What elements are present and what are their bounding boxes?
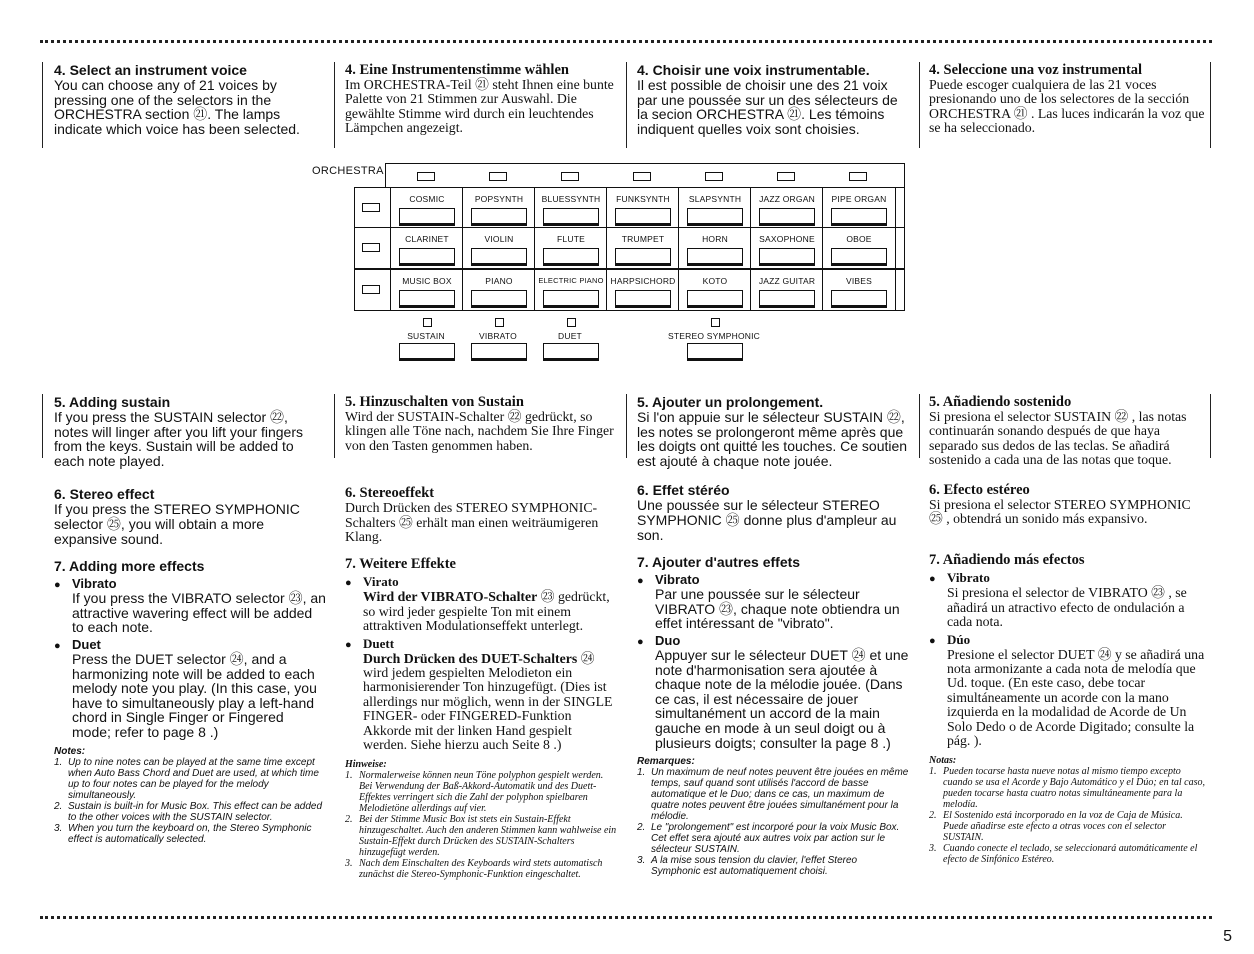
voice-label: FUNKSYNTH [616,194,670,204]
note: 2. Sustain is built-in for Music Box. This effect can be added to the other voices with the SUSTAIN selector. [54,800,323,823]
german-sections-5-7 [345,394,619,880]
orchestra-label: ORCHESTRA [312,165,384,177]
column-rule [919,394,920,458]
lamp-indicator [417,172,435,181]
bullet-lead: Wird der VIBRATO-Schalter [363,589,538,605]
top-dotted-rule [40,40,1212,46]
voice-label: JAZZ ORGAN [759,194,815,204]
voice-button[interactable] [831,290,887,308]
voice-cell [606,187,680,229]
effect-label: VIBRATO [479,331,517,341]
voice-label: JAZZ GUITAR [758,276,816,286]
bullet-vibrato: ● Virato [345,574,399,590]
voice-label: CLARINET [405,234,449,244]
note: 1. Normalerweise können neun Töne polyphon gespielt werden. Bei Verwendung der Baß-Akkord-Automatik und des Duett-Effektes verringert sich die Zahl der polyphon spielbaren Melodietöne allerdings auf vier. [345,769,604,814]
voice-cell [534,187,608,229]
voice-cell [678,269,752,311]
bullet-duet: ● Duo [637,632,681,648]
heading: 5. Adding sustain [54,394,171,410]
paragraph: Press the DUET selector ㉔, and a harmonizing note will be added to each melody note you play. (In this case, you have to simultaneously play a left-hand chord in Single Finger or Fingered mode; refer to page 8 .) [72,650,317,740]
effect-lamp [711,318,720,327]
french-sections-5-7 [637,394,909,877]
voice-cell [822,269,896,311]
voice-cell [678,227,752,269]
note: 3. A la mise sous tension du clavier, l'effet Stereo Symphonic est automatiquement choisi. [637,855,858,878]
paragraph: Il est possible de choisir une des 21 voix par une poussée sur un des sélecteurs de la secion ORCHESTRA ㉑. Les témoins indiquent quelles voix sont choisies. [637,77,898,137]
paragraph: Par une poussée sur le sélecteur VIBRATO ㉓, chaque note obtiendra un effet intéressant de "vibrato". [655,586,900,632]
page-number: 5 [1223,928,1232,945]
effect-button[interactable] [471,343,527,361]
voice-label: COSMIC [409,194,445,204]
bullet-duet: ● Duett [345,635,395,651]
lamp-indicator [633,172,651,181]
voice-cell [750,187,824,229]
bullet-lead: Durch Drücken des DUET-Schalters [363,650,578,666]
heading: 5. Ajouter un prolongement. [637,394,824,410]
voice-label: SAXOPHONE [759,234,815,244]
voice-button[interactable] [471,208,527,226]
heading: 5. Hinzuschalten von Sustain [345,394,524,410]
voice-label: ELECTRIC PIANO [538,276,604,285]
heading: 6. Stereoeffekt [345,485,435,502]
paragraph: Durch Drücken des DUET-Schalters ㉔ wird jedem gespielten Melodieton ein harmonisierender Ton hinzugefügt. (Dies ist allerdings nur möglich, wenn in der SINGLE FINGER- oder FINGERED-Funktion Akkorde mit der linken Hand gespielt werden. Siehe hierzu auch Seite 8 .) [363,650,613,753]
bottom-dotted-rule [40,916,1212,922]
voice-cell [390,269,464,311]
paragraph: Presione el selector DUET ㉔ y se añadirá una nota armonizante a cada nota de melodía que Ud. toque. (En este caso, debe tocar simultáneamente un acorde con la mano izquierda en la modalidad de Acorde de Un Solo Dedo o de Acorde Digitado; consulte la pág. ). [947,646,1205,749]
english-sections-5-7 [54,394,326,845]
voice-cell [390,227,464,269]
paragraph: Si presiona el selector de VIBRATO ㉓ , se añadirá un atractivo efecto de ondulación a cada nota. [947,585,1187,630]
voice-cell [750,269,824,311]
heading: 7. Añadiendo más efectos [929,552,1085,569]
voice-cell [462,187,536,229]
row-lamp [362,243,380,252]
effect-label: SUSTAIN [407,331,445,341]
notes-heading: Hinweise: [345,758,387,770]
paragraph: Durch Drücken des STEREO SYMPHONIC-Schalters ㉕ erhält man einen weiträumigeren Klang. [345,500,599,545]
heading: 4. Eine Instrumentenstimme wählen [345,62,569,78]
effect-lamp [423,318,432,327]
heading: 4. Seleccione una voz instrumental [929,62,1143,78]
voice-cell [606,269,680,311]
voice-label: MUSIC BOX [402,276,452,286]
heading: 5. Añadiendo sostenido [929,394,1072,410]
note: 1. Un maximum de neuf notes peuvent être jouées en même temps, sauf quand sont utilisés l'accord de basse automatique et le Duo; dans ce cas, un maximum de quatre notes peuvent être jouées simultanément pour la mélodie. [637,767,909,823]
column-rule [334,62,335,148]
paragraph: If you press the SUSTAIN selector ㉒, notes will linger after you lift your fingers from the keys. Sustain will be added to each note played. [54,409,303,469]
heading: 7. Weitere Effekte [345,556,456,573]
row-lamp [362,203,380,212]
bullet-duet: ● Dúo [929,631,971,647]
note: 1. Up to nine notes can be played at the same time except when Auto Bass Chord and Duet are used, at which time up to four notes can be played for the melody simultaneously. [54,756,319,801]
note: 1. Pueden tocarse hasta nueve notas al mismo tiempo excepto cuando se usa el Acorde y Bajo Automático y el Dúo; en tal caso, pueden tocarse hasta cuatro notas simultáneamente para la melodía. [929,765,1205,810]
heading: 7. Adding more effects [54,558,205,575]
bullet-label: Vibrato [655,572,700,588]
paragraph: Si l'on appuie sur le sélecteur SUSTAIN ㉒, les notes se prolongeront même après que les doigts ont quitté les touches. Ce soutien est ajouté à chaque note jouée. [637,409,908,469]
effect-button[interactable] [543,343,599,361]
voice-button[interactable] [543,248,599,266]
paragraph: Appuyer sur le sélecteur DUET ㉔ et une note d'harmonisation sera ajoutée à chaque note de la mélodie jouée. (Dans ce cas, il est nécessaire de jouer simultanément un accord de la main gauche en mode à un seul doigt ou à plusieurs doigts; consulter la page 8 .) [655,646,909,751]
voice-button[interactable] [687,290,743,308]
paragraph: If you press the VIBRATO selector ㉓, an attractive wavering effect will be added to each note. [72,590,326,636]
voice-button[interactable] [759,208,815,226]
effect-label: STEREO SYMPHONIC [668,331,760,341]
voice-cell [462,269,536,311]
heading: 4. Select an instrument voice [54,62,247,78]
lamp-indicator [561,172,579,181]
voice-label: POPSYNTH [474,194,524,204]
voice-label: TRUMPET [621,234,665,244]
column-rule [626,62,627,148]
bullet-label: Duet [72,636,101,652]
voice-label: FLUTE [557,234,585,244]
heading: 7. Ajouter d'autres effets [637,554,801,571]
notes-heading: Notas: [929,754,957,766]
note: 2. El Sostenido está incorporado en la voz de Caja de Música. Puede añadirse este efecto a otras voces con el selector SUSTAIN. [929,809,1183,843]
heading: 6. Effet stéréo [637,482,730,499]
voice-button[interactable] [471,290,527,308]
voice-label: PIANO [485,276,513,286]
voice-button[interactable] [615,208,671,226]
effect-button[interactable] [687,343,743,361]
lamp-indicator [849,172,867,181]
german-section-4 [345,62,617,136]
bullet-vibrato: ● Vibrato [637,572,700,588]
voice-button[interactable] [399,208,455,226]
column-rule [1210,394,1211,458]
voice-label: VIOLIN [484,234,514,244]
paragraph: Une poussée sur le sélecteur STEREO SYMPHONIC ㉕ donne plus d'ampleur au son. [637,497,897,543]
column-rule [1210,62,1211,148]
voice-button[interactable] [831,248,887,266]
column-rule [334,394,335,458]
voice-label: HARPSICHORD [610,276,676,286]
voice-cell [822,187,896,229]
voice-cell [678,187,752,229]
voice-button[interactable] [471,248,527,266]
voice-button[interactable] [543,290,599,308]
heading: 6. Efecto estéreo [929,481,1030,498]
bullet-vibrato: ● Vibrato [929,570,990,586]
column-rule [42,62,43,148]
bullet-label: Vibrato [947,570,990,586]
voice-button[interactable] [615,290,671,308]
bullet-label: Duo [655,632,681,648]
note: 3. Nach dem Einschalten des Keyboards wird stets automatisch zunächst die Stereo-Symphonic-Funktion eingeschaltet. [345,857,603,880]
voice-label: OBOE [846,234,872,244]
voice-cell [390,187,464,229]
heading: 4. Choisir une voix instrumentable. [637,62,870,78]
note: 3. When you turn the keyboard on, the Stereo Symphonic effect is automatically selected. [54,822,312,845]
paragraph: Si presiona el selector STEREO SYMPHONIC ㉕ , obtendrá un sonido más expansivo. [929,496,1191,527]
column-rule [626,394,627,458]
paragraph: You can choose any of 21 voices by pressing one of the selectors in the ORCHESTRA section ㉑. The lamps indicate which voice has been selected. [54,77,300,137]
voice-button[interactable] [543,208,599,226]
column-rule [919,62,920,148]
effect-lamp [567,318,576,327]
voice-cell [750,227,824,269]
voice-label: VIBES [845,276,873,286]
voice-button[interactable] [615,248,671,266]
effect-lamp [495,318,504,327]
paragraph: If you press the STEREO SYMPHONIC selector ㉕, you will obtain a more expansive sound. [54,501,300,547]
paragraph: Wird der VIBRATO-Schalter ㉓ gedrückt, so wird jeder gespielte Ton mit einem attraktiven Modulationseffekt unterlegt. [363,589,610,634]
english-section-4 [54,62,324,136]
voice-button[interactable] [399,248,455,266]
note: 2. Bei der Stimme Music Box ist stets ein Sustain-Effekt hinzugeschaltet. Auch den anderen Stimmen kann wahlweise ein Sustain-Effekt durch Drücken des SUSTAIN-Schalters hinzugefügt werden. [345,813,617,858]
voice-label: PIPE ORGAN [831,194,887,204]
voice-button[interactable] [687,208,743,226]
voice-button[interactable] [399,290,455,308]
voice-cell [462,227,536,269]
bullet-duet: ● Duet [54,636,101,652]
bullet-label: Dúo [947,631,971,647]
spanish-sections-5-7 [929,394,1207,865]
voice-button[interactable] [687,248,743,266]
effect-button[interactable] [399,343,455,361]
voice-button[interactable] [759,248,815,266]
voice-button[interactable] [759,290,815,308]
bullet-vibrato: ● Vibrato [54,576,117,592]
notes-heading: Remarques: [637,756,695,768]
voice-label: KOTO [702,276,728,286]
voice-label: BLUESSYNTH [541,194,601,204]
bullet-label: Vibrato [72,576,117,592]
voice-button[interactable] [831,208,887,226]
lamp-indicator [777,172,795,181]
voice-cell [534,227,608,269]
paragraph: Im ORCHESTRA-Teil ㉑ steht Ihnen eine bunte Palette von 21 Stimmen zur Auswahl. Die gewählte Stimme wird durch ein leuchtendes Lämpchen angezeigt. [345,77,614,136]
bullet-label: Virato [363,574,399,590]
paragraph: Si presiona el selector SUSTAIN ㉒ , las notas continuarán sonando después de que haya separado sus dedos de las teclas. Se añadirá sostenido a cada una de las notas que toque. [929,409,1187,468]
note: 2. Le "prolongement" est incorporé pour la voix Music Box. Cet effet sera ajouté aux autres voix par action sur le sélecteur SUSTAIN. [637,822,900,856]
voice-cell [606,227,680,269]
paragraph: Wird der SUSTAIN-Schalter ㉒ gedrückt, so klingen alle Töne nach, nachdem Sie Ihre Finger von den Tasten genommen haben. [345,409,614,453]
row-lamp [362,285,380,294]
orchestra-panel [310,163,910,373]
heading: 6. Stereo effect [54,486,155,503]
voice-label: SLAPSYNTH [688,194,742,204]
french-section-4 [637,62,909,136]
voice-cell [822,227,896,269]
effect-label: DUET [558,331,582,341]
spanish-section-4 [929,62,1205,136]
note: 3. Cuando conecte el teclado, se seleccionará automáticamente el efecto de Sinfónico Estéreo. [929,842,1198,865]
lamp-indicator [705,172,723,181]
bullet-label: Duett [363,635,395,651]
voice-cell [534,269,608,311]
lamp-indicator [489,172,507,181]
column-rule [42,394,43,458]
voice-label: HORN [702,234,728,244]
notes-heading: Notes: [54,745,86,757]
paragraph: Puede escoger cualquiera de las 21 voces presionando uno de los selectores de la sección ORCHESTRA ㉑ . Las luces indicarán la voz que se ha seleccionado. [929,77,1205,136]
